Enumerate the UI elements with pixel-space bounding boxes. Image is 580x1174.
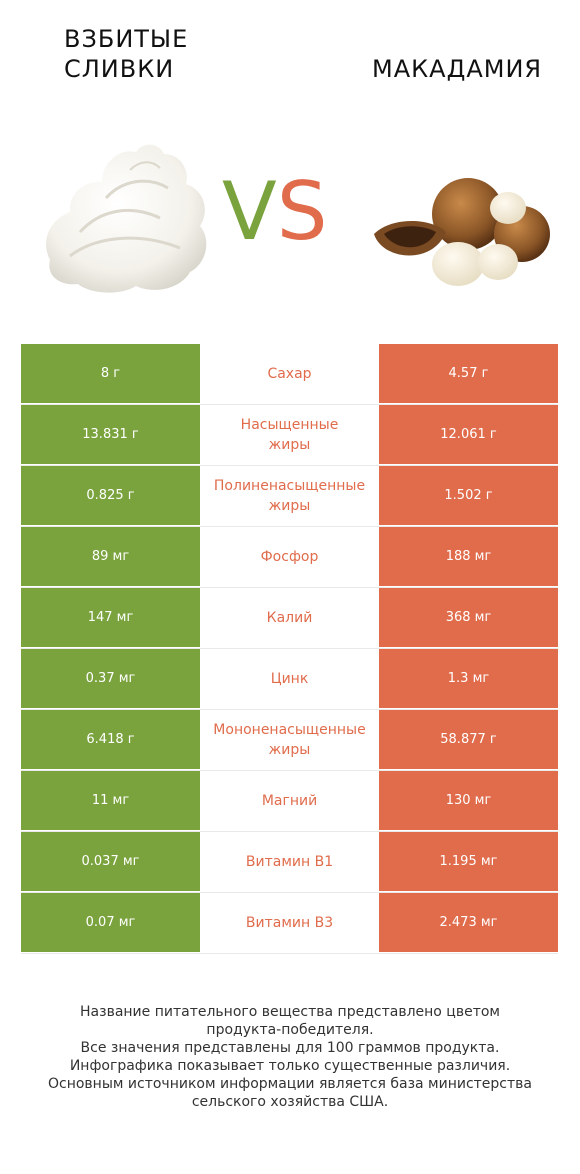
nutrient-name: Полиненасыщенные жиры	[200, 466, 379, 525]
left-title-line1: ВЗБИТЫЕ	[64, 25, 189, 53]
right-value: 2.473 мг	[379, 893, 558, 952]
left-value: 8 г	[21, 344, 200, 403]
left-value: 0.037 мг	[21, 832, 200, 891]
left-product-title	[64, 24, 224, 84]
table-row	[21, 405, 558, 466]
footer-note	[20, 1003, 560, 1111]
right-value: 188 мг	[379, 527, 558, 586]
nutrient-name: Фосфор	[200, 527, 379, 586]
footer-line: сельского хозяйства США.	[191, 1094, 389, 1110]
nutrient-name: Мононенасыщенные жиры	[200, 710, 379, 769]
right-value: 130 мг	[379, 771, 558, 830]
left-value: 147 мг	[21, 588, 200, 647]
right-value: 4.57 г	[379, 344, 558, 403]
nutrient-name: Магний	[200, 771, 379, 830]
footer-line: Основным источником информации является база министерства	[48, 1076, 532, 1092]
table-row	[21, 832, 558, 893]
nutrient-name: Цинк	[200, 649, 379, 708]
table-row	[21, 893, 558, 954]
right-value: 58.877 г	[379, 710, 558, 769]
left-value: 0.07 мг	[21, 893, 200, 952]
footer-line: Инфографика показывает только существенные различия.	[69, 1058, 511, 1074]
comparison-table	[21, 344, 558, 954]
table-row	[21, 710, 558, 771]
left-value: 6.418 г	[21, 710, 200, 769]
table-row	[21, 466, 558, 527]
right-value: 1.502 г	[379, 466, 558, 525]
table-row	[21, 588, 558, 649]
vs-label	[222, 162, 328, 262]
right-value: 368 мг	[379, 588, 558, 647]
table-row	[21, 527, 558, 588]
footer-line: Название питательного вещества представлено цветом	[80, 1004, 500, 1020]
left-value: 11 мг	[21, 771, 200, 830]
whipped-cream-image	[40, 140, 212, 300]
left-title-line2: СЛИВКИ	[64, 55, 175, 83]
right-value: 1.195 мг	[379, 832, 558, 891]
vs-s: S	[276, 165, 328, 258]
left-value: 0.825 г	[21, 466, 200, 525]
table-row	[21, 649, 558, 710]
vs-v: V	[222, 165, 277, 258]
nutrient-name: Сахар	[200, 344, 379, 403]
nutrient-name: Калий	[200, 588, 379, 647]
macadamia-image	[372, 172, 552, 292]
footer-line: продукта-победителя.	[206, 1022, 374, 1038]
left-value: 89 мг	[21, 527, 200, 586]
nutrient-name: Витамин B1	[200, 832, 379, 891]
right-value: 12.061 г	[379, 405, 558, 464]
table-row	[21, 771, 558, 832]
table-row	[21, 344, 558, 405]
nutrient-name: Насыщенные жиры	[200, 405, 379, 464]
nutrient-name: Витамин B3	[200, 893, 379, 952]
left-value: 13.831 г	[21, 405, 200, 464]
right-product-title: МАКАДАМИЯ	[372, 55, 543, 83]
right-value: 1.3 мг	[379, 649, 558, 708]
left-value: 0.37 мг	[21, 649, 200, 708]
footer-line: Все значения представлены для 100 граммов продукта.	[80, 1040, 500, 1056]
